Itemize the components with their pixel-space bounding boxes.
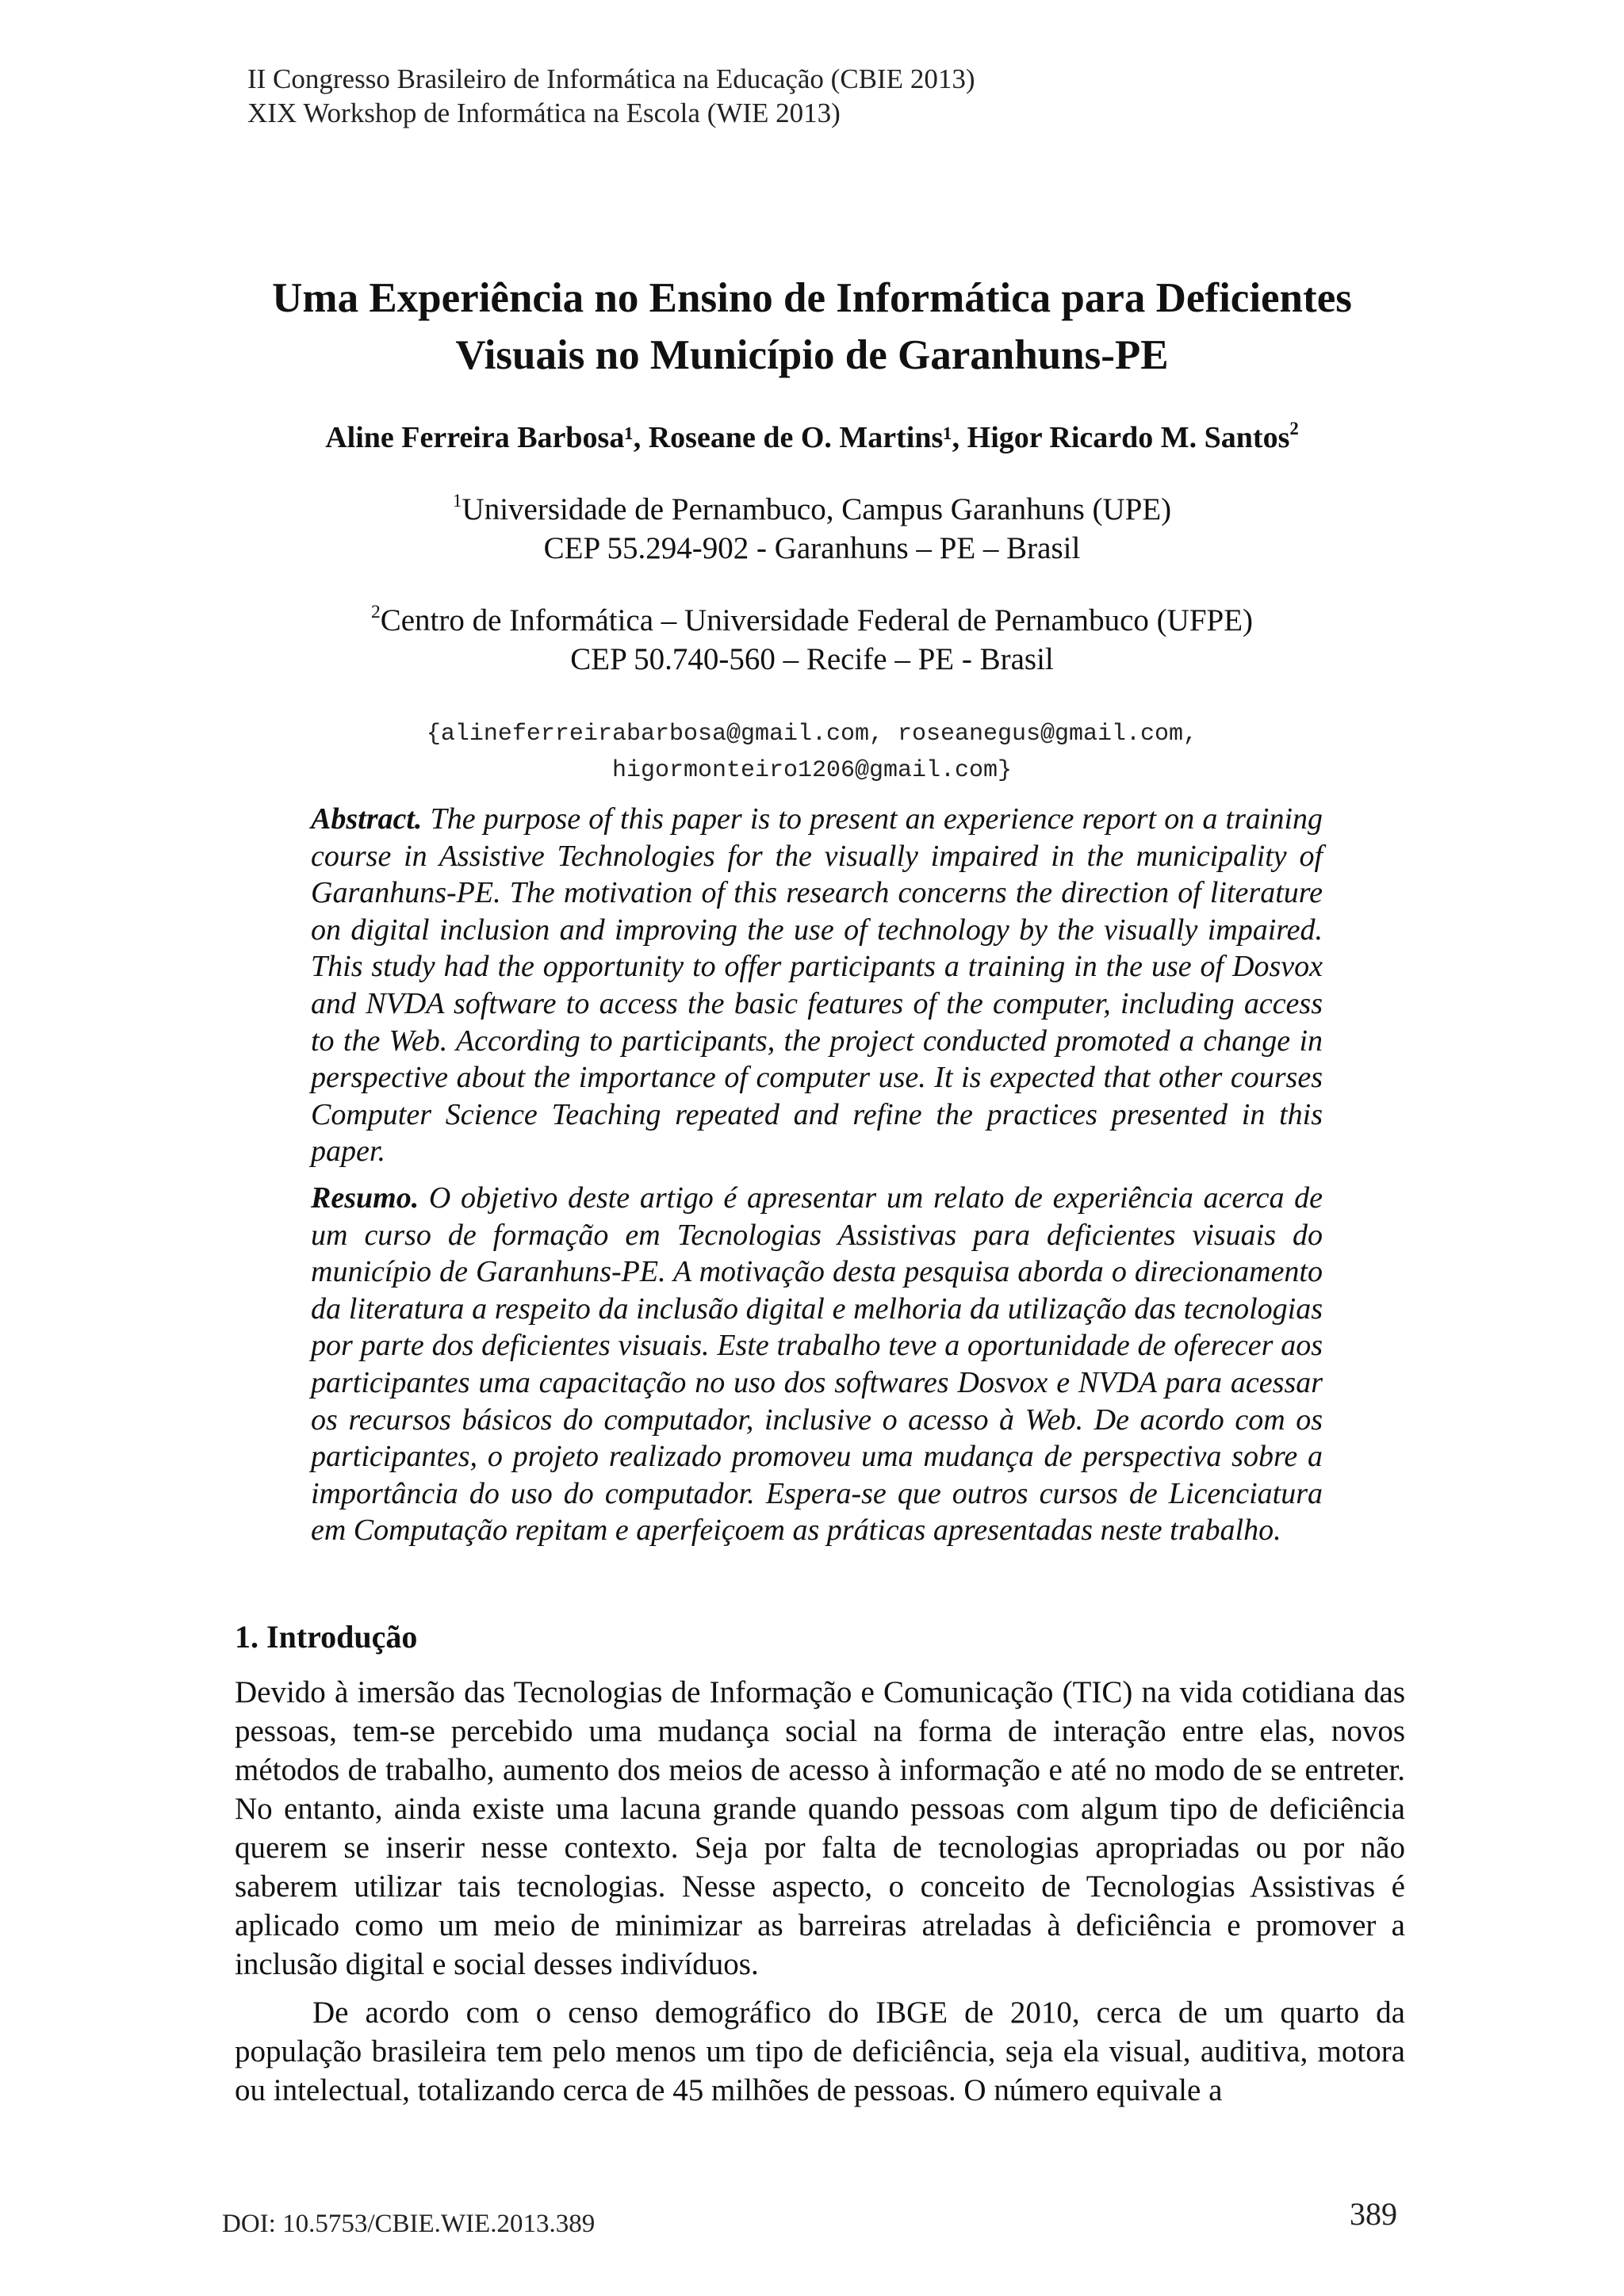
abstract-english — [311, 801, 1323, 1170]
title-line-2: Visuais no Município de Garanhuns-PE — [455, 332, 1169, 378]
intro-paragraph-1: Devido à imersão das Tecnologias de Informação e Comunicação (TIC) na vida cotidiana das pessoas, tem-se percebido uma mudança social na forma de interação entre elas, novos métodos de trabalho, aumento dos meios de acesso à informação e até no modo de se entreter. No entanto, ainda existe uma lacuna grande quando pessoas com algum tipo de deficiência querem se inserir nesse contexto. Seja por falta de tecnologias apropriadas ou por não saberem utilizar tais tecnologias. Nesse aspecto, o conceito de Tecnologias Assistivas é aplicado como um meio de minimizar as barreiras atreladas à deficiência e promover a inclusão digital e social desses indivíduos. — [235, 1675, 1405, 1981]
paper-title — [0, 270, 1624, 384]
authors-text: Aline Ferreira Barbosa¹, Roseane de O. Martins¹, Higor Ricardo M. Santos — [325, 421, 1290, 454]
section-heading: 1. Introdução — [235, 1619, 418, 1655]
author-list — [0, 418, 1624, 457]
author-superscript: 2 — [1289, 419, 1299, 439]
affiliation-1-line-1: Universidade de Pernambuco, Campus Garanhuns (UPE) — [462, 492, 1172, 526]
doi-footer: DOI: 10.5753/CBIE.WIE.2013.389 — [222, 2210, 596, 2238]
conference-header — [247, 62, 975, 130]
conference-line-2: XIX Workshop de Informática na Escola (WIE 2013) — [247, 98, 841, 128]
affiliation-1-line-2: CEP 55.294-902 - Garanhuns – PE – Brasil — [543, 531, 1081, 565]
author-emails — [0, 716, 1624, 789]
resumo-label: Resumo. — [311, 1181, 419, 1215]
page-number: 389 — [1350, 2196, 1397, 2232]
affiliation-2-sup: 2 — [370, 601, 381, 622]
abstract-label: Abstract. — [311, 802, 423, 836]
affiliation-2 — [0, 601, 1624, 679]
affiliation-2-line-1: Centro de Informática – Universidade Federal de Pernambuco (UFPE) — [380, 603, 1254, 637]
affiliation-1 — [0, 490, 1624, 568]
affiliation-2-line-2: CEP 50.740-560 – Recife – PE - Brasil — [570, 642, 1054, 676]
emails-line-2: higormonteiro1206@gmail.com} — [611, 757, 1013, 784]
abstract-text: The purpose of this paper is to present an experience report on a training course in Assistive Technologies for the visually impaired in the municipality of Garanhuns-PE. The motivation of this research concerns the direction of literature on digital inclusion and improving the use of technology by the visually impaired. This study had the opportunity to offer participants a training in the use of Dosvox and NVDA software to access the basic features of the computer, including access to the Web. According to participants, the project conducted promoted a change in perspective about the importance of computer use. It is expected that other courses Computer Science Teaching repeated and refine the practices presented in this paper. — [311, 802, 1323, 1169]
abstract-portuguese — [311, 1180, 1323, 1549]
resumo-text: O objetivo deste artigo é apresentar um relato de experiência acerca de um curso de formação em Tecnologias Assistivas para deficientes visuais do município de Garanhuns-PE. A motivação desta pesquisa aborda o direcionamento da literatura a respeito da inclusão digital e melhoria da utilização das tecnologias por parte dos deficientes visuais. Este trabalho teve a oportunidade de oferecer aos participantes uma capacitação no uso dos softwares Dosvox e NVDA para acessar os recursos básicos do computador, inclusive o acesso à Web. De acordo com os participantes, o projeto realizado promoveu uma mudança de perspectiva sobre a importância do uso do computador. Espera-se que outros cursos de Licenciatura em Computação repitam e aperfeiçoem as práticas apresentadas neste trabalho. — [311, 1181, 1323, 1548]
affiliation-1-sup: 1 — [452, 490, 462, 511]
title-line-1: Uma Experiência no Ensino de Informática para Deficientes — [272, 275, 1352, 321]
conference-line-1: II Congresso Brasileiro de Informática na Educação (CBIE 2013) — [247, 63, 975, 94]
emails-line-1: {alineferreirabarbosa@gmail.com, roseanegus@gmail.com, — [426, 721, 1198, 748]
intro-paragraph-2: De acordo com o censo demográfico do IBGE de 2010, cerca de um quarto da população brasileira tem pelo menos um tipo de deficiência, seja ela visual, auditiva, motora ou intelectual, totalizando cerca de 45 milhões de pessoas. O número equivale a — [235, 1996, 1405, 2107]
